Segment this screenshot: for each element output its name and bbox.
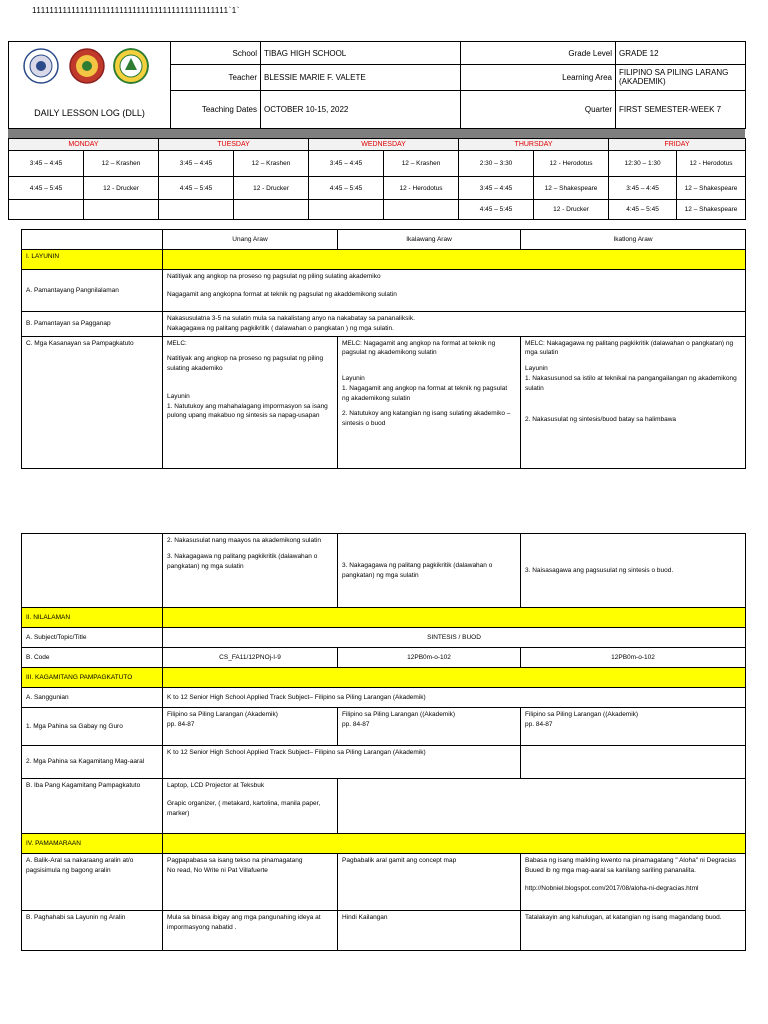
- performance-standard-1: Nakasusulatna 3-5 na sulatin mula sa nakalistang anyo na nakabatay sa pananaliksik.: [167, 315, 415, 322]
- quarter-label: Quarter: [461, 90, 616, 128]
- sched-cell: [384, 199, 459, 219]
- layunin-label: Layunin: [525, 365, 548, 372]
- sched-cell: 12 – Shakespeare: [534, 177, 609, 199]
- sched-cell: 12 - Drucker: [534, 199, 609, 219]
- top-line-text: 111111111111111111111111111111111111111111111`1`: [32, 6, 240, 15]
- objective-text: 2. Nakasusulat ng sintesis/buod batay sa halimbawa: [525, 416, 677, 424]
- layunin-heading: I. LAYUNIN: [22, 250, 163, 270]
- objectives-cont-day-3: 3. Naisasagawa ang pagsusulat ng sintesis o buod.: [521, 534, 746, 608]
- pamantayan-sa-pagganap-text: [163, 312, 746, 337]
- pamamaraan-heading: IV. PAMAMARAAN: [22, 834, 163, 854]
- iba-pang-kagamitan-label: B. Iba Pang Kagamitang Pampagkatuto: [22, 779, 163, 834]
- balik-aral-day-2: Pagbabalik aral gamit ang concept map: [338, 854, 521, 911]
- sched-cell: 12 – Krashen: [384, 151, 459, 177]
- layunin-label: Layunin: [342, 375, 365, 382]
- sched-cell: 12 - Drucker: [234, 177, 309, 199]
- objective-text: 3. Nakagagawa ng palitang pagkikritik (dalawahan o pangkatan) ng mga sulatin: [167, 552, 318, 570]
- pamamaraan-bar: [163, 834, 746, 854]
- kasanayan-day-1: [163, 336, 338, 468]
- day-friday: FRIDAY: [609, 139, 746, 151]
- balik-aral-text: Babasa ng isang maikling kwento na pinamagatang " Aloha" ni Degracias Buued ib ng mga mag-aaral sa kanilang sariling pananalita.: [525, 857, 736, 874]
- pamantayang-pangnilalaman-text: [163, 270, 746, 312]
- sched-cell: 12 – Shakespeare: [677, 177, 746, 199]
- code-day-2: 12PB0m-o-102: [338, 648, 521, 668]
- kasanayan-day-2: [338, 336, 521, 468]
- header-divider: [8, 129, 745, 138]
- layunin-bar: [163, 250, 746, 270]
- gabay-guro-label: 1. Mga Pahina sa Gabay ng Guro: [22, 708, 163, 746]
- melc-label: MELC:: [167, 339, 187, 347]
- kagamitan-bar: [163, 668, 746, 688]
- melc-text: MELC: Nakagagawa ng palitang pagkikritik (dalawahan o pangkatan) ng mga sulatin: [525, 339, 734, 357]
- code-day-3: 12PB0m-o-102: [521, 648, 746, 668]
- empty-cell: [22, 534, 163, 608]
- sched-cell: 4:45 – 5:45: [9, 177, 84, 199]
- empty-cell: [22, 230, 163, 250]
- division-seal-icon: [69, 48, 105, 84]
- deped-seal-icon: [23, 48, 59, 84]
- objectives-cont-day-2: 3. Nakagagawa ng palitang pagkikritik (dalawahan o pangkatan) ng mga sulatin: [338, 534, 521, 608]
- empty-cell: [338, 779, 746, 834]
- gabay-guro-day-2: Filipino sa Piling Larangan ((Akademik) pp. 84-87: [338, 708, 521, 746]
- iba-pang-kagamitan-value: [163, 779, 338, 834]
- sched-cell: 2:30 – 3:30: [459, 151, 534, 177]
- sched-cell: 12 - Herodotus: [534, 151, 609, 177]
- sched-cell: 12 – Shakespeare: [677, 199, 746, 219]
- day-3-header: Ikatlong Araw: [521, 230, 746, 250]
- teacher-value: BLESSIE MARIE F. VALETE: [261, 65, 461, 90]
- paghahabi-label: B. Paghahabi sa Layunin ng Aralin: [22, 911, 163, 951]
- content-standard-2: Nagagamit ang angkopna format at teknik ng pagsulat ng akaddemikong sulatin: [167, 290, 397, 298]
- sched-cell: 3:45 – 4:45: [309, 151, 384, 177]
- kasanayan-label: C. Mga Kasanayan sa Pampagkatuto: [22, 336, 163, 468]
- sanggunian-label: A. Sanggunian: [22, 688, 163, 708]
- objectives-cont-day-1: [163, 534, 338, 608]
- sched-cell: 4:45 – 5:45: [459, 199, 534, 219]
- materials-text: Grapic organizer, ( metakard, kartolina, manila paper, marker): [167, 799, 321, 817]
- sched-cell: 12 – Krashen: [234, 151, 309, 177]
- reference-link[interactable]: http://Nobniel.blogspot.com/2017/08/aloha-ni-degracias.html: [525, 884, 699, 892]
- day-tuesday: TUESDAY: [159, 139, 309, 151]
- subject-label: A. Subject/Topic/Title: [22, 628, 163, 648]
- day-wednesday: WEDNESDAY: [309, 139, 459, 151]
- balik-aral-day-1: Pagpapabasa sa isang tekso na pinamagatang No read, No Write ni Pat Villafuerte: [163, 854, 338, 911]
- sanggunian-value: K to 12 Senior High School Applied Track Subject– Filipino sa Piling Larangan (Akademik): [163, 688, 746, 708]
- code-day-1: CS_FA11/12PNOj-I-9: [163, 648, 338, 668]
- logo-cell: [9, 42, 171, 129]
- content-standard-1: Natitiyak ang angkop na proseso ng pagsulat ng piling sulating akademiko: [167, 273, 381, 280]
- teacher-label: Teacher: [171, 65, 261, 90]
- paghahabi-day-1: Mula sa binasa ibigay ang mga pangunahing ideya at impormasyong nabatid .: [163, 911, 338, 951]
- nilalaman-heading: II. NILALAMAN: [22, 608, 163, 628]
- lesson-table-1: [21, 229, 746, 469]
- grade-label: Grade Level: [461, 42, 616, 65]
- objective-text: 1. Nagagamit ang angkop na format at teknik ng pagsulat ng akademikong sulatin: [342, 384, 508, 402]
- balik-aral-label: A. Balik-Aral sa nakaraang aralin at/o pagsisimula ng bagong aralin: [22, 854, 163, 911]
- performance-standard-2: Nakagagawa ng palitang pagkikritik ( dalawahan o pangkatan ) ng mga sulatin.: [167, 324, 394, 332]
- kagamitan-heading: III. KAGAMITANG PAMPAGKATUTO: [22, 668, 163, 688]
- balik-aral-day-3: [521, 854, 746, 911]
- sched-cell: 3:45 – 4:45: [609, 177, 677, 199]
- school-label: School: [171, 42, 261, 65]
- school-seal-icon: [113, 48, 149, 84]
- sched-cell: [9, 199, 84, 219]
- kagamitang-mag-aaral-value: K to 12 Senior High School Applied Track Subject– Filipino sa Piling Larangan (Akademik): [163, 746, 521, 779]
- sched-cell: 3:45 – 4:45: [159, 151, 234, 177]
- code-label: B. Code: [22, 648, 163, 668]
- school-value: TIBAG HIGH SCHOOL: [261, 42, 461, 65]
- lesson-table-2: [21, 533, 746, 951]
- header-table: [8, 41, 746, 129]
- sched-cell: 4:45 – 5:45: [159, 177, 234, 199]
- layunin-label: Layunin: [167, 392, 190, 400]
- kagamitang-mag-aaral-label: 2. Mga Pahina sa Kagamitang Mag-aaral: [22, 746, 163, 779]
- materials-text: Laptop, LCD Projector at Teksbuk: [167, 782, 265, 789]
- dates-label: Teaching Dates: [171, 90, 261, 128]
- objective-text: 1. Natutukoy ang mahahalagang impormasyon sa isang pulong upang makabuo ng sintesis sa napag-usapan: [167, 402, 328, 420]
- schedule-table: [8, 138, 746, 220]
- sched-cell: [309, 199, 384, 219]
- quarter-value: FIRST SEMESTER-WEEK 7: [616, 90, 746, 128]
- gabay-guro-day-1: Filipino sa Piling Larangan (Akademik) pp. 84-87: [163, 708, 338, 746]
- sched-cell: 4:45 – 5:45: [309, 177, 384, 199]
- nilalaman-bar: [163, 608, 746, 628]
- sched-cell: 12 – Krashen: [84, 151, 159, 177]
- gabay-guro-day-3: Filipino sa Piling Larangan ((Akademik) pp. 84-87: [521, 708, 746, 746]
- sched-cell: [234, 199, 309, 219]
- dll-title: DAILY LESSON LOG (DLL): [34, 108, 145, 118]
- sched-cell: 4:45 – 5:45: [609, 199, 677, 219]
- sched-cell: 3:45 – 4:45: [9, 151, 84, 177]
- dates-value: OCTOBER 10-15, 2022: [261, 90, 461, 128]
- sched-cell: 12 - Drucker: [84, 177, 159, 199]
- objective-text: 1. Nakasusunod sa istilo at teknikal na pangangailangan ng akademikong sulatin: [525, 374, 737, 392]
- sched-cell: 12 - Herodotus: [677, 151, 746, 177]
- pamantayan-sa-pagganap-label: B. Pamantayan sa Pagganap: [22, 312, 163, 337]
- pamantayang-pangnilalaman-label: A. Pamantayang Pangnilalaman: [22, 270, 163, 312]
- day-monday: MONDAY: [9, 139, 159, 151]
- sched-cell: [159, 199, 234, 219]
- melc-text: Natitiyak ang angkop na proseso ng pagsulat ng piling sulating akademiko: [167, 355, 324, 372]
- sched-cell: 12:30 – 1:30: [609, 151, 677, 177]
- paghahabi-day-2: Hindi Kailangan: [338, 911, 521, 951]
- day-2-header: Ikalawang Araw: [338, 230, 521, 250]
- day-1-header: Unang Araw: [163, 230, 338, 250]
- subject-value: SINTESIS / BUOD: [163, 628, 746, 648]
- sched-cell: 12 - Herodotus: [384, 177, 459, 199]
- kasanayan-day-3: [521, 336, 746, 468]
- paghahabi-day-3: Tatalakayin ang kahulugan, at katangian ng isang magandang buod.: [521, 911, 746, 951]
- area-label: Learning Area: [461, 65, 616, 90]
- sched-cell: 3:45 – 4:45: [459, 177, 534, 199]
- melc-text: MELC: Nagagamit ang angkop na format at teknik ng pagsulat ng akademikong sulatin: [342, 339, 496, 357]
- day-thursday: THURSDAY: [459, 139, 609, 151]
- area-value: FILIPINO SA PILING LARANG (AKADEMIK): [616, 65, 746, 90]
- objective-text: 2. Nakasusulat nang maayos na akademikong sulatin: [167, 537, 321, 544]
- empty-cell: [521, 746, 746, 779]
- sched-cell: [84, 199, 159, 219]
- objective-text: 2. Natutukoy ang katangian ng isang sulating akademiko – sintesis o buod: [342, 410, 511, 427]
- grade-value: GRADE 12: [616, 42, 746, 65]
